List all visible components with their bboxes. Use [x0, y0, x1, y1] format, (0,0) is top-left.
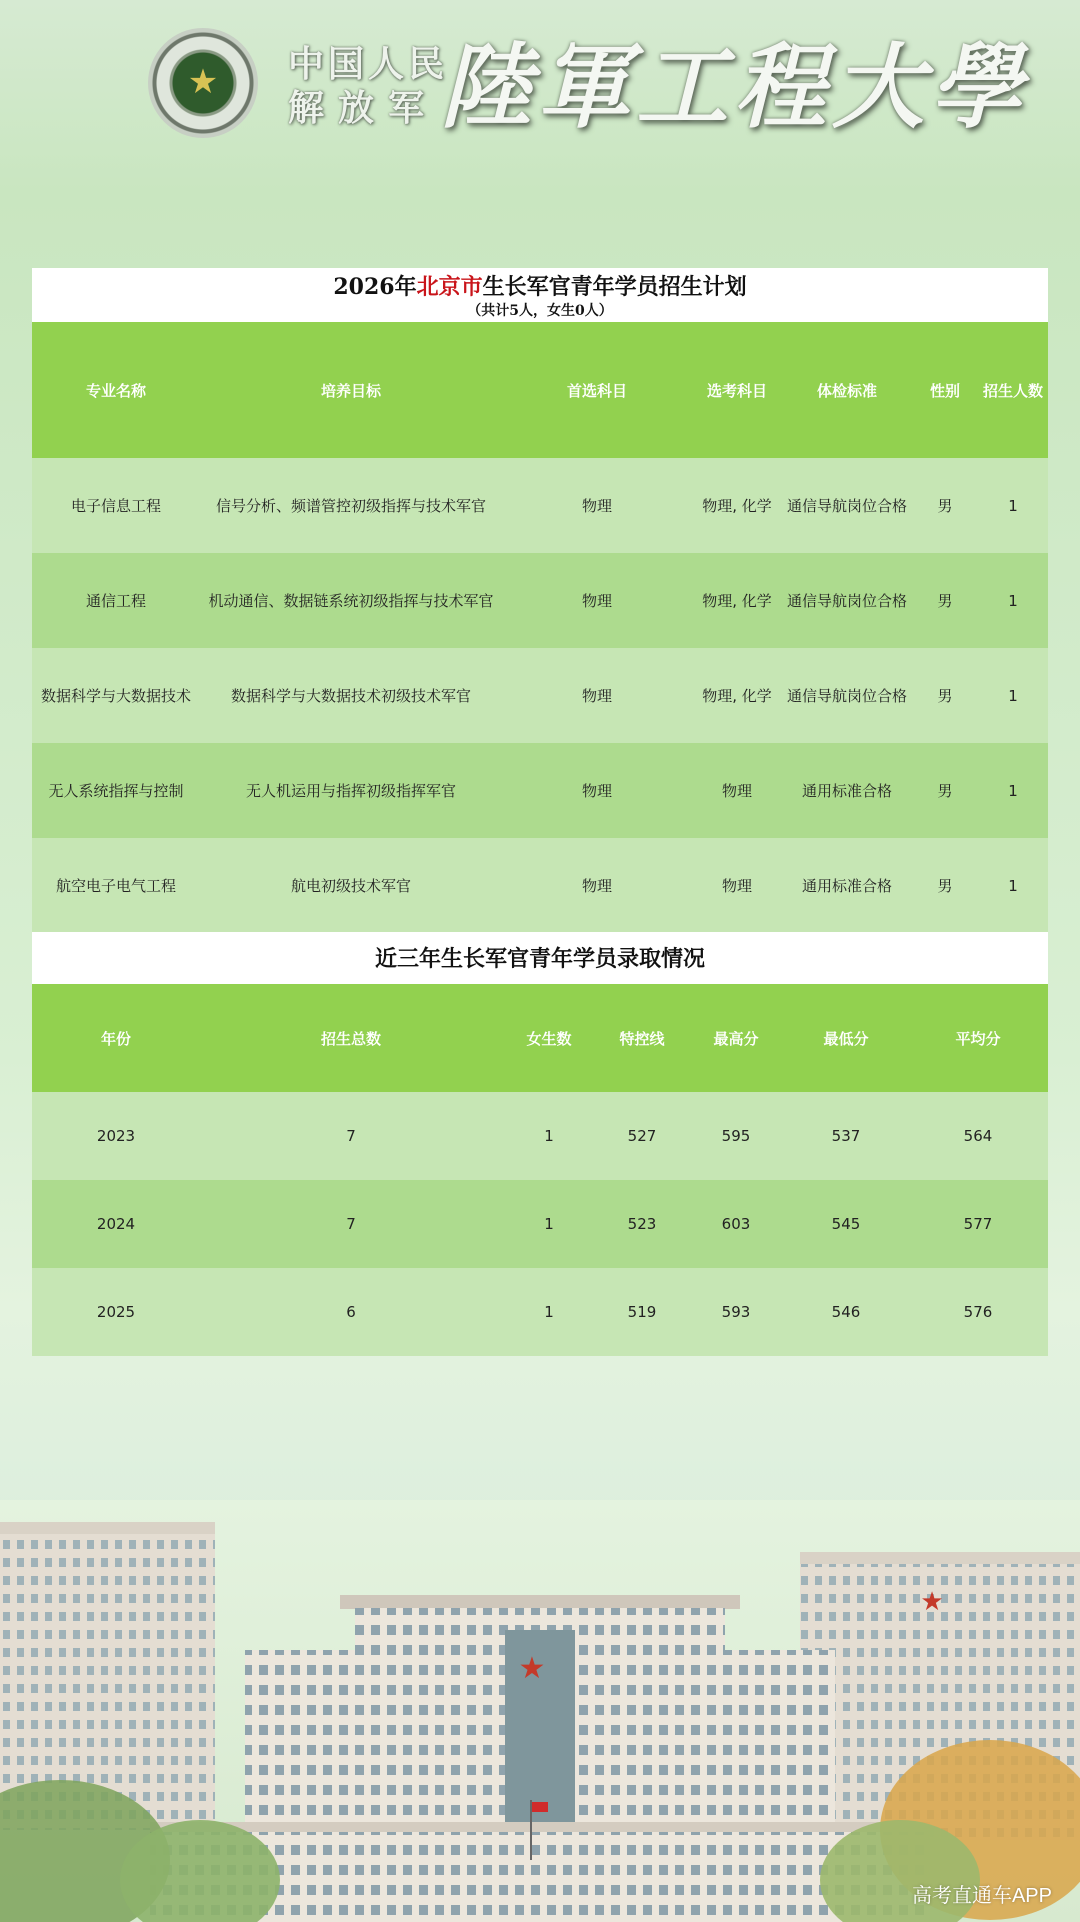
table-row [32, 1092, 1048, 1180]
cell-primary-subject: 物理 [502, 743, 692, 838]
col-physical-standard: 体检标准 [782, 322, 912, 458]
cell-goal: 数据科学与大数据技术初级技术军官 [200, 648, 502, 743]
col-gender: 性别 [912, 322, 978, 458]
cell-physical-standard: 通信导航岗位合格 [782, 553, 912, 648]
cell-quota: 1 [978, 743, 1048, 838]
cell-primary-subject: 物理 [502, 648, 692, 743]
col-avg-score: 平均分 [908, 984, 1048, 1092]
cell-avg-score: 576 [908, 1268, 1048, 1356]
col-goal: 培养目标 [200, 322, 502, 458]
plan-subtitle: （共计5人，女生0人） [467, 303, 613, 319]
plan-title-rest: 生长军官青年学员招生计划 [482, 274, 747, 300]
cell-avg-score: 577 [908, 1180, 1048, 1268]
col-min-score: 最低分 [784, 984, 908, 1092]
col-major: 专业名称 [32, 322, 200, 458]
cell-min-score: 546 [784, 1268, 908, 1356]
red-star-icon: ★ [187, 62, 219, 102]
cell-physical-standard: 通用标准合格 [782, 838, 912, 933]
campus-illustration [0, 1500, 1080, 1922]
plan-header-row [32, 322, 1048, 458]
cell-goal: 无人机运用与指挥初级指挥军官 [200, 743, 502, 838]
cell-year: 2025 [32, 1268, 200, 1356]
cell-total: 7 [200, 1092, 502, 1180]
col-elective-subject: 选考科目 [692, 322, 782, 458]
col-primary-subject: 首选科目 [502, 322, 692, 458]
admission-history-panel [32, 932, 1048, 1356]
cell-elective-subject: 物理, 化学 [692, 553, 782, 648]
cell-female: 1 [502, 1180, 596, 1268]
cell-goal: 信号分析、频谱管控初级指挥与技术军官 [200, 458, 502, 553]
cell-goal: 航电初级技术军官 [200, 838, 502, 933]
cell-physical-standard: 通信导航岗位合格 [782, 648, 912, 743]
cell-female: 1 [502, 1268, 596, 1356]
right-building-star-icon: ★ [920, 1587, 944, 1617]
col-year: 年份 [32, 984, 200, 1092]
plan-title-box [32, 268, 1048, 322]
col-total: 招生总数 [200, 984, 502, 1092]
plan-title-year: 2026年 [333, 274, 417, 300]
admission-plan-panel [32, 268, 1048, 933]
cell-major: 数据科学与大数据技术 [32, 648, 200, 743]
cell-max-score: 593 [688, 1268, 784, 1356]
cell-primary-subject: 物理 [502, 553, 692, 648]
cell-gender: 男 [912, 458, 978, 553]
cell-year: 2024 [32, 1180, 200, 1268]
history-header-row [32, 984, 1048, 1092]
cell-major: 电子信息工程 [32, 458, 200, 553]
history-title-box [32, 932, 1048, 984]
cell-cutoff: 519 [596, 1268, 688, 1356]
cell-max-score: 595 [688, 1092, 784, 1180]
table-row [32, 1180, 1048, 1268]
cell-avg-score: 564 [908, 1092, 1048, 1180]
cell-physical-standard: 通信导航岗位合格 [782, 458, 912, 553]
table-row [32, 838, 1048, 933]
cell-cutoff: 523 [596, 1180, 688, 1268]
cell-gender: 男 [912, 838, 978, 933]
cell-female: 1 [502, 1092, 596, 1180]
cell-gender: 男 [912, 743, 978, 838]
table-row [32, 1268, 1048, 1356]
cell-primary-subject: 物理 [502, 838, 692, 933]
cell-total: 7 [200, 1180, 502, 1268]
cell-quota: 1 [978, 553, 1048, 648]
cell-min-score: 545 [784, 1180, 908, 1268]
cell-physical-standard: 通用标准合格 [782, 743, 912, 838]
history-table [32, 984, 1048, 1356]
cell-gender: 男 [912, 553, 978, 648]
col-max-score: 最高分 [688, 984, 784, 1092]
col-cutoff: 特控线 [596, 984, 688, 1092]
cell-goal: 机动通信、数据链系统初级指挥与技术军官 [200, 553, 502, 648]
pla-org-name [288, 42, 448, 130]
university-emblem-icon [148, 28, 258, 138]
cell-elective-subject: 物理 [692, 838, 782, 933]
org-line-1: 中国人民 [288, 43, 449, 85]
cell-major: 无人系统指挥与控制 [32, 743, 200, 838]
org-line-2: 解放军 [288, 87, 439, 129]
table-row [32, 553, 1048, 648]
cell-quota: 1 [978, 648, 1048, 743]
cell-cutoff: 527 [596, 1092, 688, 1180]
cell-quota: 1 [978, 838, 1048, 933]
table-row [32, 648, 1048, 743]
cell-max-score: 603 [688, 1180, 784, 1268]
page-header [0, 0, 1080, 150]
cell-total: 6 [200, 1268, 502, 1356]
cell-elective-subject: 物理, 化学 [692, 458, 782, 553]
cell-quota: 1 [978, 458, 1048, 553]
cell-year: 2023 [32, 1092, 200, 1180]
campus-buildings-graphic [0, 1500, 1080, 1922]
cell-elective-subject: 物理 [692, 743, 782, 838]
cell-major: 航空电子电气工程 [32, 838, 200, 933]
plan-table [32, 322, 1048, 933]
cell-primary-subject: 物理 [502, 458, 692, 553]
col-quota: 招生人数 [978, 322, 1048, 458]
main-building-star-icon: ★ [518, 1651, 546, 1686]
cell-gender: 男 [912, 648, 978, 743]
col-female: 女生数 [502, 984, 596, 1092]
table-row [32, 743, 1048, 838]
cell-min-score: 537 [784, 1092, 908, 1180]
cell-major: 通信工程 [32, 553, 200, 648]
plan-title [32, 268, 1048, 302]
plan-title-city: 北京市 [416, 274, 483, 300]
history-title: 近三年生长军官青年学员录取情况 [374, 946, 705, 972]
university-name-calligraphy: 陸軍工程大學 [440, 33, 1029, 141]
table-row [32, 458, 1048, 553]
watermark-text: 高考直通车APP [911, 1885, 1052, 1907]
cell-elective-subject: 物理, 化学 [692, 648, 782, 743]
